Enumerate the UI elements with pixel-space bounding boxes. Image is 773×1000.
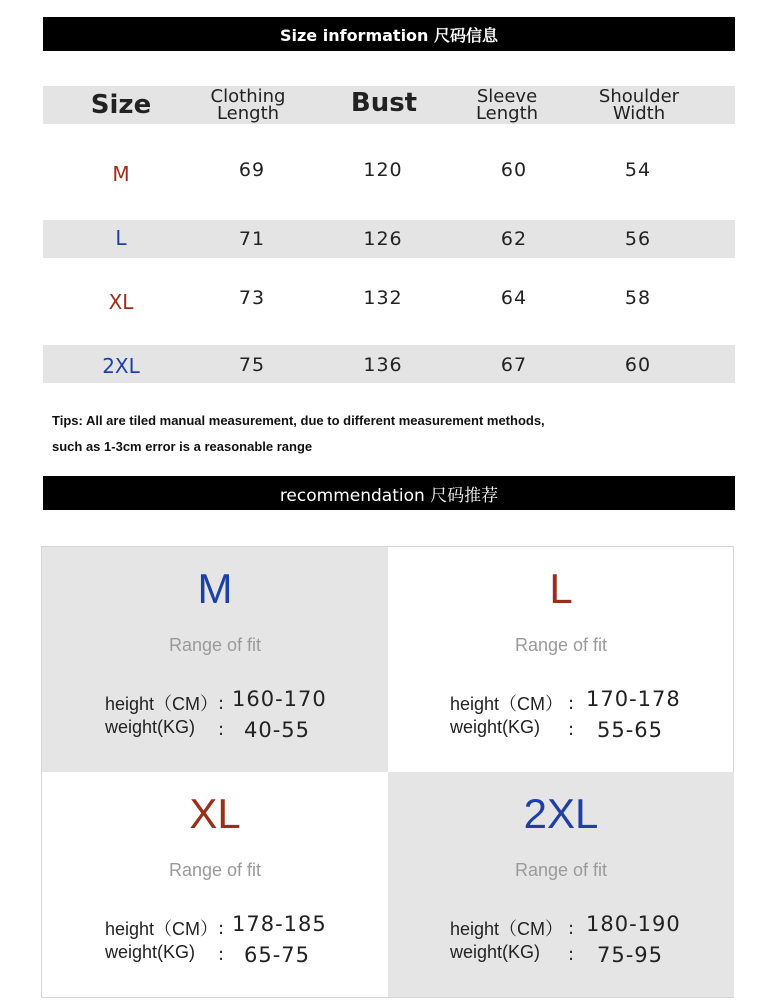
header-size: Size [90,90,152,120]
row-sleeve-length: 60 [500,159,528,181]
row-sleeve-length: 64 [500,287,528,309]
row-shoulder-width: 56 [624,228,652,250]
range-of-fit-label: Range of fit [168,635,262,655]
size-table-header [43,86,735,124]
row-shoulder-width: 60 [624,354,652,376]
weight-value: 40-55 [244,718,311,742]
row-size: 2XL [102,354,140,378]
tips-line-1: Tips: All are tiled manual measurement, due to different measurement methods, [52,413,545,428]
row-bust: 126 [363,228,403,250]
row-clothing-length: 71 [238,228,266,250]
colon: : [218,918,225,939]
colon: : [218,719,225,740]
card-2xl [388,772,734,997]
weight-value: 55-65 [597,718,664,742]
recommendation-title-bar [43,476,735,510]
height-value: 170-178 [586,687,681,711]
row-clothing-length: 73 [238,287,266,309]
colon: : [568,693,575,714]
card-size: M [197,565,233,612]
row-size: M [112,162,130,186]
size-info-title: Size information 尺码信息 [279,25,499,45]
colon: : [568,918,575,939]
row-size: XL [108,290,134,314]
card-m [42,547,388,772]
colon: : [218,944,225,965]
recommendation-title: recommendation 尺码推荐 [279,485,499,506]
header-bust: Bust [350,88,418,118]
row-clothing-length: 75 [238,354,266,376]
colon: : [568,719,575,740]
weight-label: weight(KG) [105,942,196,962]
table-row [43,280,735,318]
row-bust: 136 [363,354,403,376]
card-size: L [549,565,573,612]
height-value: 178-185 [232,912,327,936]
colon: : [218,693,225,714]
weight-label: weight(KG) [450,942,541,962]
table-row [43,220,735,258]
tips-line-2: such as 1-3cm error is a reasonable range [52,439,313,454]
table-row [43,345,735,383]
height-value: 180-190 [586,912,681,936]
header-clothing-length: Clothing Length [210,86,286,124]
range-of-fit-label: Range of fit [168,860,262,880]
card-l [388,547,734,772]
row-bust: 120 [363,159,403,181]
row-sleeve-length: 62 [500,228,528,250]
row-bust: 132 [363,287,403,309]
weight-label: weight(KG) [105,717,196,737]
height-label: height（CM） [105,919,219,939]
row-size: L [115,226,127,250]
card-xl [42,772,388,997]
card-size: 2XL [523,790,599,837]
height-label: height（CM） [450,694,564,714]
range-of-fit-label: Range of fit [514,635,608,655]
header-sleeve-length: Sleeve Length [475,86,539,124]
height-value: 160-170 [232,687,327,711]
weight-value: 75-95 [597,943,664,967]
table-row [43,150,735,190]
row-clothing-length: 69 [238,159,266,181]
weight-value: 65-75 [244,943,311,967]
height-label: height（CM） [105,694,219,714]
range-of-fit-label: Range of fit [514,860,608,880]
weight-label: weight(KG) [450,717,541,737]
card-size: XL [189,790,241,837]
header-shoulder-width: Shoulder Width [598,86,680,124]
row-sleeve-length: 67 [500,354,528,376]
colon: : [568,944,575,965]
height-label: height（CM） [450,919,564,939]
row-shoulder-width: 58 [624,287,652,309]
recommendation-grid [41,546,734,998]
size-info-title-bar [43,17,735,51]
row-shoulder-width: 54 [624,159,652,181]
